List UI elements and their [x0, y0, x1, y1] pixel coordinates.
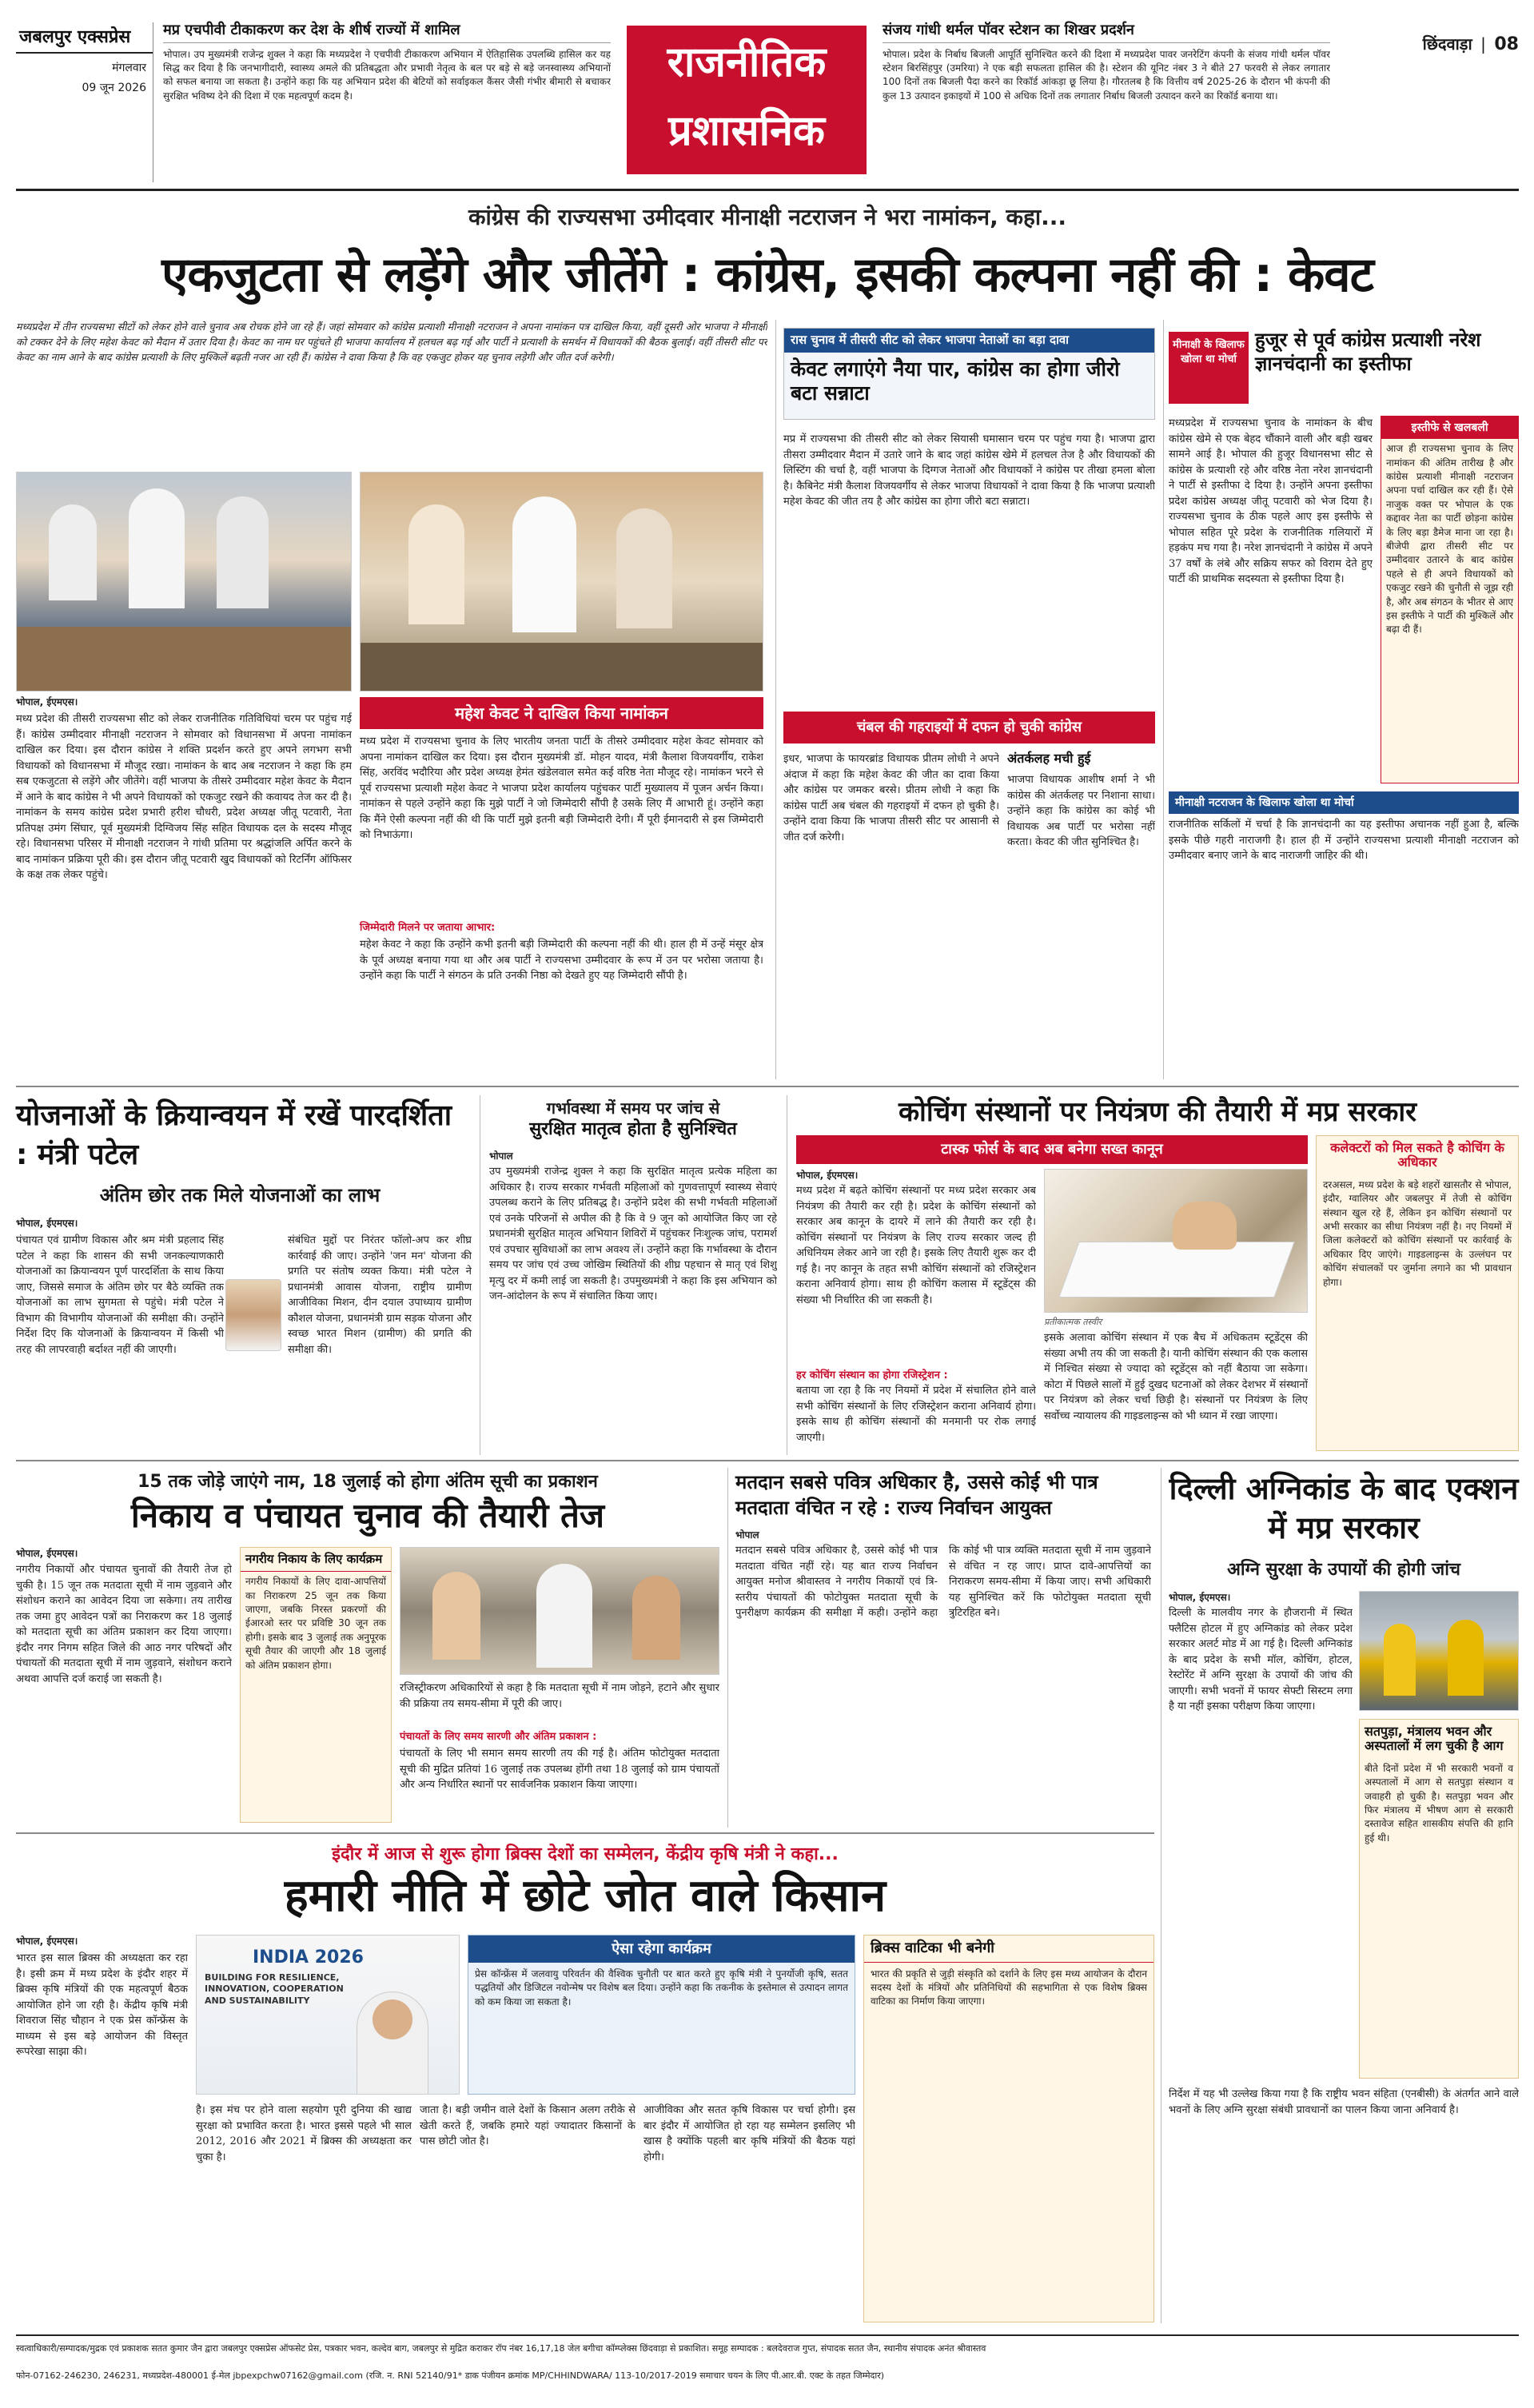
fire-photo [1359, 1591, 1519, 1711]
row3-rule [16, 1832, 1154, 1834]
brics-photo-banner-1: INDIA 2026 [253, 1948, 364, 1967]
patel-photo [225, 1279, 281, 1351]
brics-body4: आजीविका और सतत कृषि विकास पर चर्चा होगी। इस बार इंदौर में आयोजित हो रहा यह सम्मेलन इसलिए भी खास है क्योंकि पहली बार कृषि मंत्रियों की बैठक यहां होगी। [643, 2104, 855, 2163]
coaching-body1: मध्य प्रदेश में बढ़ते कोचिंग संस्थानों पर मध्य प्रदेश सरकार अब नियंत्रण की तैयारी कर रही है। प्रदेश के कोचिंग संस्थानों को सरकार अब कानून के दायरे में लाने की तैयारी कर रही है। कोचिंग संस्थानों पर नियंत्रण के लिए राज्य सरकार जल्द ही अधिनियम लेकर आने जा रही है। इसके लिए तैयारी शुरू कर दी गई है। नए कानून के तहत सभी कोचिंग संस्थानों को रजिस्ट्रेशन कराना अनिवार्य होगा। साथ ही कोचिंग कलास में स्टूडेंट्स की संख्या भी निर्धारित की जा सकती है। [796, 1185, 1036, 1306]
lead-col4-box-body: आज ही राज्यसभा चुनाव के लिए नामांकन की अंतिम तारीख है और कांग्रेस प्रत्याशी मीनाक्षी नटराजन अपना पर्चा दाखिल कर रही हैं। ऐसे नाजुक वक्त पर भोपाल के एक कद्दावर नेता का पार्टी छोड़ना कांग्रेस के लिए बड़ा डैमेज माना जा रहा है। बीजेपी द्वारा तीसरी सीट पर उम्मीदवार उतारने के बाद कांग्रेस पहले से ही अपने विधायकों को एकजुट रखने की चुनौती से जूझ रही है, और अब संगठन के भीतर से आए इस इस्तीफे ने पार्टी की मुश्किलें और बढ़ा दी हैं। [1386, 443, 1513, 636]
fire-body1: दिल्ली के मालवीय नगर के हौजरानी में स्थित फ्लैटिस होटल में हुए अग्निकांड को लेकर प्रदेश सरकार अलर्ट मोड में आ गई है। दिल्ली अग्निकांड के बाद प्रदेश के सभी मॉल, कोचिंग, होटल, रेस्टोरेंट में अग्नि सुरक्षा के उपायों की जांच की जाएगी। सभी भवनों में फायर सेफ्टी सिस्टम लगा है या नहीं इसका परीक्षण किया जाएगा। [1169, 1607, 1353, 1712]
election-body1: नगरीय निकायों और पंचायत चुनावों की तैयारी तेज हो चुकी है। 15 जून तक मतदाता सूची में नाम जुड़वाने और संशोधन कराने का आवेदन दिया जा सकेगा। तय तारीख तक जमा हुए आवेदन पत्रों का निराकरण कर 18 जुलाई को मतदाता सूची का अंतिम प्रकाशन कर दिया जाएगा। इंदौर नगर निगम सहित जिले की आठ नगर परिषदों और पंचायतों की मतदाता सूची में नाम जुड़वाने, संशोधन कराने अथवा आपत्ति दर्ज कराई जा सकती है। [16, 1564, 232, 1685]
lead-kicker: कांग्रेस की राज्यसभा उमीदवार मीनाक्षी नटराजन ने भरा नामांकन, कहा... [468, 204, 1066, 230]
fire-body2: निर्देश में यह भी उल्लेख किया गया है कि राष्ट्रीय भवन संहिता (एनबीसी) के अंतर्गत आने वाले भवनों के लिए अग्नि सुरक्षा संबंधी प्रावधानों का पालन किया जाना अनिवार्य है। [1169, 2088, 1519, 2116]
row1-rule [16, 1086, 1519, 1087]
top-right-headline: संजय गांधी थर्मल पॉवर स्टेशन का शिखर प्रदर्शन [883, 22, 1330, 43]
date-label: 09 जून 2026 [82, 81, 146, 94]
patel-dateline: भोपाल, ईएमएस। [16, 1218, 78, 1229]
brics-body2: है। इस मंच पर होने वाला सहयोग पूरी दुनिया की खाद्य सुरक्षा को प्रभावित करता है। भारत इससे पहले भी साल 2012, 2016 और 2021 में ब्रिक्स की अध्यक्षता कर चुका है। [196, 2104, 412, 2163]
brics-body1: भारत इस साल ब्रिक्स की अध्यक्षता कर रहा है। इसी क्रम में मध्य प्रदेश के इंदौर शहर में ब्रिक्स कृषि मंत्रियों की एक महत्वपूर्ण बैठक आयोजित होने जा रही है। केंद्रीय कृषि मंत्री शिवराज सिंह चौहान ने एक प्रेस कॉन्फ्रेंस के माध्यम से इस बड़े आयोजन की विस्तृत रूपरेखा साझा की। [16, 1952, 188, 2058]
brics-box-title: ब्रिक्स वाटिका भी बनेगी [864, 1936, 1153, 1963]
footer-line-1: स्वत्वाधिकारी/सम्पादक/मुद्रक एवं प्रकाशक सतत कुमार जैन द्वारा जबलपुर एक्सप्रेस ऑफसेट प्रेस, पत्रकार भवन, कल्देव बाग, जबलपुर से मुद्रित कराकर रॉप नंबर 16,17,18 जेल बगीचा कॉम्प्लेक्स छिंदवाड़ा से प्रकाशित। समूह सम्पादक : बलदेवराज गुप्त, संपादक सतत जैन, स्थानीय संपादक अनंत श्रीवास्तव [16, 2343, 986, 2354]
election-body2: रजिस्ट्रीकरण अधिकारियों से कहा है कि मतदाता सूची में नाम जोड़ने, हटाने और सुधार की प्रक्रिया तय समय-सीमा में पूरी की जाए। [400, 1682, 719, 1710]
top-left-headline: मप्र एचपीवी टीकाकरण कर देश के शीर्ष राज्यों में शामिल [163, 22, 611, 43]
lead-col3-box [783, 328, 1155, 420]
lead-col4: मध्यप्रदेश में राज्यसभा चुनाव के नामांकन के बीच कांग्रेस खेमे से एक बेहद चौंकाने वाली और बड़ी खबर सामने आई है। भोपाल की हुजूर विधानसभा सीट से कांग्रेस के प्रत्याशी रहे और वरिष्ठ नेता नरेश ज्ञानचंदानी ने पार्टी से इस्तीफा दे दिया है। उन्होंने अपना इस्तीफा प्रदेश कांग्रेस अध्यक्ष जीतू पटवारी को भेज दिया है। राज्यसभा चुनाव के ठीक पहले आए इस इस्तीफे से भोपाल सहित पूरे प्रदेश के राजनीतिक गलियारों में हड़कंप मच गया है। नरेश ज्ञानचंदानी ने कांग्रेस में अपने 37 वर्षों के लंबे और सक्रिय सफर को विराम देते हुए पार्टी की प्राथमिक सदस्यता से इस्तीफा दिया है। [1169, 417, 1373, 585]
coaching-side-headline: कलेक्टरों को मिल सकते है कोचिंग के अधिकार [1330, 1140, 1504, 1170]
fire-subhead: अग्नि सुरक्षा के उपायों की होगी जांच [1227, 1560, 1460, 1580]
patel-subhead: अंतिम छोर तक मिले योजनाओं का लाभ [99, 1184, 381, 1206]
lead-col3-subhead: अंतर्कलह मची हुई [1007, 751, 1091, 766]
lead-col3-box-headline: केवट लगाएंगे नैया पार, कांग्रेस का होगा जीरो बटा सन्नाटा [791, 357, 1120, 405]
section-title-box [627, 26, 867, 174]
brics-photo [196, 1935, 460, 2095]
lead-col4-tag: मीनाक्षी के खिलाफ खोला था मोर्चा [1169, 332, 1249, 404]
coaching-subhead: हर कोचिंग संस्थान का होगा रजिस्ट्रेशन : [796, 1369, 948, 1381]
brics-headline: हमारी नीति में छोटे जोत वाले किसान [284, 1870, 887, 1922]
footer-line-2: फोन-07162-246230, 246231, मध्यप्रदेश-480001 ई-मेल jbpexpchw07162@gmail.com (रजि. न. RNI 52140/91* डाक पंजीयन क्रमांक MP/CHHINDWARA/ 113-10/2017-2019 समाचार चयन के लिए पी.आर.बी. एक्ट के तहत जिम्मेदार) [16, 2370, 885, 2381]
page-number: 08 [1494, 34, 1519, 54]
lead-divider-2 [1163, 320, 1164, 1079]
top-left-body: भोपाल। उप मुख्यमंत्री राजेन्द्र शुक्ल ने कहा कि मध्यप्रदेश ने एचपीवी टीकाकरण अभियान में ऐतिहासिक उपलब्धि हासिल कर यह सिद्ध कर दिया है कि जनभागीदारी, स्वास्थ्य अमले की प्रतिबद्धता और प्रभावी नेतृत्व के बल पर बड़े से बड़े जनस्वास्थ्य अभियानों को सफल बनाया जा सकता है। उन्होंने कहा कि यह अभियान प्रदेश की बेटियों को सर्वाइकल कैंसर जैसी गंभीर बीमारी से बचाकर सुरक्षित भविष्य देने की दिशा में एक महत्वपूर्ण कदम है। [163, 48, 611, 102]
pregnancy-headline: सुरक्षित मातृत्व होता है सुनिश्चित [529, 1119, 737, 1139]
election-box-title: नगरीय निकाय के लिए कार्यक्रम [241, 1548, 391, 1572]
paper-name-box [16, 22, 153, 182]
section-title-line1: राजनीतिक [667, 38, 827, 86]
lead-photo-left [16, 472, 352, 692]
lead-dateline: भोपाल, ईएमएस। [16, 696, 78, 708]
row2-rule [16, 1460, 1519, 1461]
lead-col4-subhead: मीनाक्षी नटराजन के खिलाफ खोला था मोर्चा [1169, 791, 1519, 814]
masthead-rule [16, 189, 1519, 191]
top-left-story [163, 22, 611, 182]
brics-box-body: भारत की प्रकृति से जुड़ी संस्कृति को दर्शाने के लिए इस मध्य आयोजन के दौरान सदस्य देशों के मंत्रियों और प्रतिनिधियों की सहभागिता से एक विशेष ब्रिक्स वाटिका का निर्माण किया जाएगा। [871, 1967, 1147, 2007]
masthead [0, 0, 1534, 192]
paper-name: जबलपुर एक्सप्रेस [16, 22, 153, 54]
brics-blue-box [468, 1935, 855, 2095]
city-label: छिंदवाड़ा [1422, 34, 1472, 54]
brics-photo-banner-2: BUILDING FOR RESILIENCE, INNOVATION, COOPERATION AND SUSTAINABILITY [205, 1972, 344, 2006]
coaching-side [1316, 1135, 1519, 1451]
top-right-story [883, 22, 1330, 182]
top-right-body: भोपाल। प्रदेश के निर्बाध बिजली आपूर्ति सुनिश्चित करने की दिशा में मध्यप्रदेश पावर जनरेटिंग कंपनी के संजय गांधी थर्मल पॉवर स्टेशन बिरसिंहपुर (उमरिया) ने एक बड़ी सफलता हासिल की है। स्टेशन की यूनिट नंबर 3 ने बीते 27 फरवरी से लेकर लगातार 100 दिनों तक बिजली पैदा करने का रिकॉर्ड आंकड़ा छू लिया है। गौरतलब है कि वित्तीय वर्ष 2025-26 के दौरान भी कंपनी की कुल 13 उत्पादन इकाइयों में 100 से अधिक दिनों तक लगातार निर्बाध बिजली उत्पादन करने का रिकॉर्ड बनाया था। [883, 48, 1330, 102]
footer-rule [16, 2334, 1519, 2336]
fire-side [1359, 1719, 1519, 2079]
lead-col1: मध्य प्रदेश की तीसरी राज्यसभा सीट को लेकर राजनीतिक गतिविधियां चरम पर पहुंच गई हैं। कांग्रेस उम्मीदवार मीनाक्षी नटराजन ने सोमवार को विधानसभा में अपना नामांकन दाखिल कर दिया। इस दौरान कांग्रेस ने शक्ति प्रदर्शन करते हुए अपने लगभग सभी विधायकों को विधानसभा में मौजूद रखा। नामांकन के बाद अब नटराजन ने कहा कि हम सब एकजुटता से लड़ेंगे और जीतेंगे। वहीं भाजपा के तीसरे उम्मीदवार महेश केवट के मैदान में आने के बाद कांग्रेस ने भी अपने विधायकों को एकजुट रखने की कवायद तेज कर दी है। नामांकन के समय कांग्रेस प्रदेश प्रभारी हरीश चौधरी, प्रदेश अध्यक्ष जीतू पटवारी, नेता प्रतिपक्ष उमंग सिंघार, पूर्व मुख्यमंत्री दिग्विजय सिंह सहित विधायक दल के सदस्य मौजूद रहे। विधानसभा परिसर में मीनाक्षी नटराजन ने गांधी प्रतिमा पर श्रद्धांजलि अर्पित करने के बाद नामांकन प्रक्रिया पूरी की। इस दौरान जीतू पटवारी खुद विधायकों को रिटर्निंग ऑफिसर के कक्ष तक लेकर पहुंचे। [16, 713, 352, 881]
lead-col4-headline: हुजूर से पूर्व कांग्रेस प्रत्याशी नरेश ज्ञानचंदानी का इस्तीफा [1255, 329, 1481, 375]
lead-photo-caption: महेश केवट ने दाखिल किया नामांकन [360, 697, 763, 729]
lead-col3-box-kicker: रास चुनाव में तीसरी सीट को लेकर भाजपा नेताओं का बड़ा दावा [784, 329, 1154, 353]
election-headline: निकाय व पंचायत चुनाव की तैयारी तेज [130, 1496, 605, 1535]
election-dateline: भोपाल, ईएमएस। [16, 1548, 78, 1559]
coaching-photo-caption: प्रतीकात्मक तस्वीर [1044, 1317, 1102, 1327]
lead-divider-1 [775, 320, 776, 1079]
fire-dateline: भोपाल, ईएमएस। [1169, 1592, 1231, 1603]
page-number-box: छिंदवाड़ा | 08 [1422, 34, 1519, 54]
election-box-body: नगरीय निकायों के लिए दावा-आपत्तियों का निराकरण 25 जून तक किया जाएगा, जबकि निरस्त प्रकरणों की ईआरओ स्तर पर प्रविष्टि 30 जून तक होगी। इसके बाद 3 जुलाई तक अनुपूरक सूची तैयार की जाएगी और 18 जुलाई को अंतिम प्रकाशन होगा। [245, 1576, 386, 1671]
voter-body: मतदान सबसे पवित्र अधिकार है, उससे कोई भी पात्र मतदाता वंचित नहीं रहे। यह बात राज्य निर्वाचन आयुक्त मनोज श्रीवास्तव ने नगरीय निकायों एवं त्रि-स्तरीय पंचायतों की फोटोयुक्त मतदाता सूची के पुनरीक्षण कार्यक्रम की समीक्षा में कही। उन्होंने कहा कि कोई भी पात्र व्यक्ति मतदाता सूची में नाम जुड़वाने से वंचित न रह जाए। प्राप्त दावे-आपत्तियों का निराकरण समय-सीमा में किया जाए। सभी अधिकारी यह सुनिश्चित करें कि फोटोयुक्त मतदाता सूची त्रुटिरहित बने। [735, 1545, 1151, 1619]
day-label: मंगलवार [112, 62, 146, 75]
fire-headline: दिल्ली अग्निकांड के बाद एक्शन में मप्र सरकार [1169, 1471, 1519, 1546]
coaching-redbar: टास्क फोर्स के बाद अब बनेगा सख्त कानून [796, 1135, 1308, 1164]
patel-body1: पंचायत एवं ग्रामीण विकास और श्रम मंत्री प्रहलाद सिंह पटेल ने कहा कि शासन की सभी जनकल्याणकारी योजनाओं का क्रियान्वयन पूर्ण पारदर्शिता के साथ किया जाए, जिससे समाज के अंतिम छोर पर बैठे व्यक्ति तक योजनाओं का लाभ सुगमता से पहुंचे। मंत्री पटेल ने विभाग की विभागीय योजनाओं की समीक्षा की। उन्होंने निर्देश दिए कि योजनाओं के क्रियान्वयन में किसी भी तरह की लापरवाही बर्दाश्त नहीं की जाएगी। [16, 1234, 224, 1356]
lead-intro: मध्यप्रदेश में तीन राज्यसभा सीटों को लेकर होने वाले चुनाव अब रोचक होने जा रहे हैं। जहां सोमवार को कांग्रेस प्रत्याशी मीनाक्षी नटराजन ने अपना नामांकन पत्र दाखिल किया, वहीं दूसरी ओर भाजपा ने मीनाक्षी को टक्कर देने के लिए महेश केवट को मैदान में उतार दिया है। केवट का नाम घर पहुंचते ही भाजपा कार्यालय में हलचल बढ़ गई और पार्टी ने प्रत्याशी के समर्थन में विधायकों की बैठक बुलाई। वहीं तीसरी सीट पर केवट का नाम आने के बाद कांग्रेस प्रत्याशी के लिए मुश्किलें बढ़ती नजर आ रही हैं। कांग्रेस ने दावा किया है कि वह एकजुट होकर यह चुनाव लड़ेगी और जीत दर्ज करेगी। [16, 321, 767, 363]
lead-photo-right [360, 472, 763, 692]
election-box [240, 1547, 392, 1823]
pregnancy-kicker: गर्भावस्था में समय पर जांच से [546, 1098, 720, 1118]
brics-kicker: इंदौर में आज से शुरू होगा ब्रिक्स देशों का सम्मेलन, केंद्रीय कृषि मंत्री ने कहा... [332, 1844, 839, 1864]
election-body3: पंचायतों के लिए भी समान समय सारणी तय की गई है। अंतिम फोटोयुक्त मतदाता सूची की मुद्रित प्रतियां 16 जुलाई तक उपलब्ध होंगी तथा 18 जुलाई को ग्राम पंचायतों और अन्य निर्धारित स्थानों पर सार्वजनिक प्रकाशन किया जाएगा। [400, 1748, 719, 1791]
voter-headline: मतदान सबसे पवित्र अधिकार है, उससे कोई भी पात्र मतदाता वंचित न रहे : राज्य निर्वाचन आयुक्त [735, 1471, 1098, 1520]
coaching-photo [1044, 1169, 1308, 1313]
patel-headline: योजनाओं के क्रियान्वयन में रखें पारदर्शिता : मंत्री पटेल [16, 1099, 452, 1171]
coaching-headline: कोचिंग संस्थानों पर नियंत्रण की तैयारी में मप्र सरकार [898, 1096, 1417, 1128]
coaching-body2: इसके अलावा कोचिंग संस्थान में एक बैच में अधिकतम स्टूडेंट्स की संख्या अभी तय की जा सकती है। यानी कोचिंग संस्थान की एक कलास में निश्चित संख्या से ज्यादा को स्टूडेंट्स को नहीं बैठाया जा सकेगा। कोटा में पिछले सालों में हुई दुखद घटनाओं को लेकर देशभर में संस्थानों पर नियंत्रण को लेकर चर्चा छिड़ी है। संस्थानों पर नियंत्रण के लिए सर्वोच्च न्यायालय की गाइडलाइन्स को भी ध्यान में रखा जाएगा। [1044, 1332, 1308, 1422]
brics-body3: जाता है। बड़ी जमीन वाले देशों के किसान अलग तरीके से खेती करते हैं, जबकि हमारे यहां ज्यादातर किसानों के पास छोटी जोत है। [420, 2104, 636, 2147]
lead-col4-box [1381, 416, 1519, 783]
lead-col3-box2: चंबल की गहराइयों में दफन हो चुकी कांग्रेस [783, 712, 1155, 744]
patel-body2: संबंधित मुद्दों पर निरंतर फॉलो-अप कर शीघ्र कार्रवाई की जाए। उन्होंने 'जन मन' योजना की प्रगति पर संतोष व्यक्त किया। मंत्री पटेल ने प्रधानमंत्री आवास योजना, राष्ट्रीय ग्रामीण आजीविका मिशन, दीन दयाल उपाध्याय ग्रामीण कौशल योजना, प्रधानमंत्री ग्राम सड़क योजना और स्वच्छ भारत मिशन (ग्रामीण) की प्रगति की समीक्षा की। [288, 1234, 472, 1356]
lead-col2-subhead: जिम्मेदारी मिलने पर जताया आभार: [360, 922, 496, 934]
row3-divider-1 [727, 1468, 728, 1828]
coaching-dateline: भोपाल, ईएमएस। [796, 1170, 859, 1181]
fire-side-body: बीते दिनों प्रदेश में भी सरकारी भवनों व अस्पतालों में आग से सतपुड़ा संस्थान व जवाहरी हो चुकी है। सतपुड़ा भवन और फिर मंत्रालय में भीषण आग से सरकारी दस्तावेज सहित शासकीय संपत्ति की हानि हुई थी। [1365, 1762, 1513, 1844]
fire-side-headline: सतपुड़ा, मंत्रालय भवन और अस्पतालों में लग चुकी है आग [1365, 1724, 1504, 1754]
election-photo [400, 1547, 719, 1675]
lead-col3-b: इधर, भाजपा के फायरब्रांड विधायक प्रीतम लोधी ने अपने अंदाज में कहा कि महेश केवट की जीत का दावा किया और कांग्रेस पर जमकर बरसे। प्रीतम लोधी ने कहा कि कांग्रेस पार्टी अब चंबल की गहराइयों में दफन हो चुकी है। उन्होंने दावा किया कि भाजपा तीसरी सीट पर आसानी से जीत दर्ज करेगी। [783, 753, 999, 843]
brics-side-box [863, 1935, 1154, 2322]
election-kicker: 15 तक जोड़े जाएंगे नाम, 18 जुलाई को होगा अंतिम सूची का प्रकाशन [137, 1472, 598, 1492]
coaching-side-body: दरअसल, मध्य प्रदेश के बड़े शहरों खासतौर से भोपाल, इंदौर, ग्वालियर और जबलपुर में तेजी से कोचिंग संस्थान खुल रहे हैं, लेकिन इन कोचिंग संस्थानों पर अभी सरकार का सीधा नियंत्रण नहीं है। नए नियमों में जिला कलेक्टरों को कोचिंग संस्थानों पर कार्रवाई के अधिकार दिए जाएंगे। गाइडलाइन्स के उल्लंघन पर कोचिंग संचालकों पर जुर्माना लगाने का भी प्रावधान होगा। [1323, 1178, 1512, 1288]
brics-dateline: भोपाल, ईएमएस। [16, 1936, 78, 1947]
coaching-body1b: बताया जा रहा है कि नए नियमों में प्रदेश में संचालित होने वाले सभी कोचिंग संस्थानों के लिए रजिस्ट्रेशन कराना अनिवार्य होगा। इसके साथ ही कोचिंग संस्थानों की मनमानी पर रोक लगाई जाएगी। [796, 1385, 1036, 1444]
brics-blue-body: प्रेस कॉन्फ्रेंस में जलवायु परिवर्तन की वैश्विक चुनौती पर बात करते हुए कृषि मंत्री ने पुनर्योजी कृषि, सतत पद्धतियों और डिजिटल नवोन्मेष पर विशेष बल दिया। उन्होंने कहा कि तकनीक के इस्तेमाल से उत्पादन लागत को कम किया जा सकता है। [475, 1968, 848, 2007]
lead-col4-box-title: इस्तीफे से खलबली [1381, 417, 1518, 439]
lead-headline: एकजुटता से लड़ेंगे और जीतेंगे : कांग्रेस, इसकी कल्पना नहीं की : केवट [161, 247, 1373, 303]
pregnancy-body: उप मुख्यमंत्री राजेन्द्र शुक्ल ने कहा कि सुरक्षित मातृत्व प्रत्येक महिला का अधिकार है। राज्य सरकार गर्भवती महिलाओं को गुणवत्तापूर्ण स्वास्थ्य सेवाएं उपलब्ध कराने के लिए प्रतिबद्ध है। उन्होंने प्रदेश की सभी गर्भवती महिलाओं एवं उनके परिजनों से अपील की है कि वे 9 जून को आयोजित किए जा रहे प्रधानमंत्री सुरक्षित मातृत्व अभियान शिविरों में पहुंचकर निःशुल्क जांच, परामर्श एवं उपचार सुविधाओं का लाभ अवश्य लें। उन्होंने कहा कि गर्भावस्था के दौरान समय पर जांच एवं उच्च जोखिम स्थितियों की शीघ्र पहचान से मातृ एवं शिशु मृत्यु दर में कमी लाई जा सकती है। उपमुख्यमंत्री ने कहा कि इस अभियान को जन-आंदोलन के रूप में संचालित किया जाए। [489, 1166, 777, 1302]
section-title-line2: प्रशासनिक [668, 107, 825, 155]
pregnancy-dateline: भोपाल [489, 1150, 513, 1162]
brics-blue-title: ऐसा रहेगा कार्यक्रम [468, 1936, 855, 1963]
lead-col3: मप्र में राज्यसभा की तीसरी सीट को लेकर सियासी घमासान चरम पर पहुंच गया है। भाजपा द्वारा तीसरा उम्मीदवार मैदान में उतारे जाने के बाद जहां कांग्रेस खेमे में हलचल तेज है और विधायकों की लिस्टिंग की चर्चा है, वहीं भाजपा के दिग्गज नेताओं और विधायकों ने कांग्रेस पर तीखा हमला बोला है। कैबिनेट मंत्री कैलाश विजयवर्गीय से लेकर भाजपा विधायकों ने दावा किया है कि भाजपा प्रत्याशी महेश केवट की जीत तय है और कांग्रेस का होगा जीरो बटा सन्नाटा। [783, 433, 1155, 508]
lead-col2-b: महेश केवट ने कहा कि उन्होंने कभी इतनी बड़ी जिम्मेदारी की कल्पना नहीं की थी। हाल ही में उन्हें मंसूर क्षेत्र के पूर्व अध्यक्ष बनाया गया था और अब पार्टी ने राज्यसभा उम्मीदवार के रूप में उन पर भरोसा जताया है। उन्होंने कहा कि पार्टी ने संगठन के प्रति उनकी निष्ठा को देखते हुए यह जिम्मेदारी सौंपी है। [360, 939, 763, 982]
lead-col3-c: भाजपा विधायक आशीष शर्मा ने भी कांग्रेस की अंतर्कलह पर निशाना साधा। उन्होंने कहा कि कांग्रेस का कोई भी विधायक अब पार्टी पर भरोसा नहीं करता। केवट की जीत सुनिश्चित है। [1007, 774, 1155, 848]
lead-col2: मध्य प्रदेश में राज्यसभा चुनाव के लिए भारतीय जनता पार्टी के तीसरे उम्मीदवार महेश केवट सोमवार को अपना नामांकन दाखिल कर दिया। इस दौरान मुख्यमंत्री डॉ. मोहन यादव, मंत्री कैलाश विजयवर्गीय, राकेश सिंह, अरविंद भदौरिया और प्रदेश अध्यक्ष हेमंत खंडेलवाल समेत कई वरिष्ठ नेता मौजूद रहे। नामांकन भरने से पूर्व राज्यसभा प्रत्याशी महेश केवट ने भाजपा प्रदेश कार्यालय पहुंचकर पार्टी मुख्यालय में पूजन अर्चन किया। नामांकन से पहले उन्होंने कहा कि मुझे पार्टी ने जो जिम्मेदारी सौंपी है उसके लिए मैं आभारी हूं। उन्होंने कहा कि मैंने ऐसी कल्पना नहीं की थी कि पार्टी मुझे इतनी बड़ी जिम्मेदारी देगी। मैं पूरी ईमानदारी से इस जिम्मेदारी को निभाऊंगा। [360, 736, 763, 841]
voter-dateline: भोपाल [735, 1529, 759, 1541]
lead-col4-b: राजनीतिक सर्किलों में चर्चा है कि ज्ञानचंदानी का यह इस्तीफा अचानक नहीं हुआ है, बल्कि इसके पीछे गहरी नाराजगी है। हाल ही में उन्होंने राज्यसभा प्रत्याशी मीनाक्षी नटराजन को उम्मीदवार बनाए जाने के बाद नाराजगी जाहिर की थी। [1169, 819, 1519, 862]
election-subhead: पंचायतों के लिए समय सारणी और अंतिम प्रकाशन : [400, 1731, 597, 1743]
